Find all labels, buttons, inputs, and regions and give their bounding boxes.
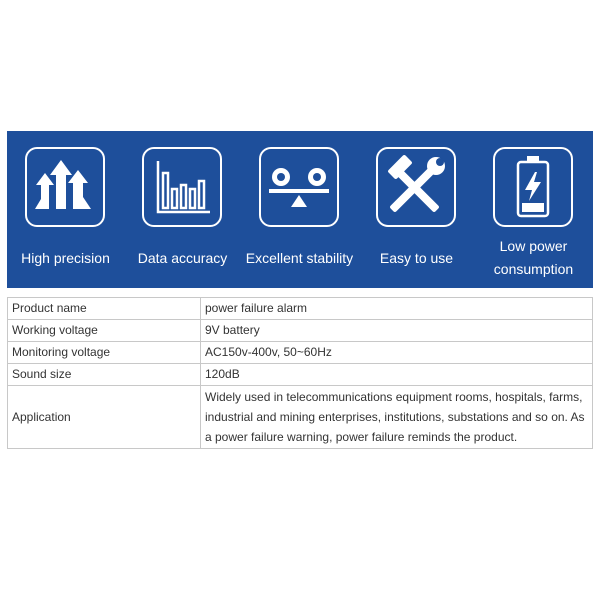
wrench-hammer-icon bbox=[376, 147, 456, 227]
spec-key: Working voltage bbox=[8, 320, 201, 342]
feature-label-line: Low power bbox=[499, 238, 568, 254]
feature-label bbox=[475, 235, 592, 281]
feature-data-accuracy bbox=[124, 131, 241, 288]
spec-key: Application bbox=[8, 386, 201, 449]
spec-key: Product name bbox=[8, 298, 201, 320]
spec-value: 120dB bbox=[201, 364, 593, 386]
table-row bbox=[8, 342, 593, 364]
feature-easy-to-use bbox=[358, 131, 475, 288]
specs-table bbox=[7, 297, 593, 449]
balance-icon bbox=[259, 147, 339, 227]
feature-label: Excellent stability bbox=[245, 250, 354, 266]
feature-high-precision bbox=[7, 131, 124, 288]
feature-label: Data accuracy bbox=[137, 250, 228, 266]
feature-low-power-consumption bbox=[475, 131, 592, 288]
table-row bbox=[8, 298, 593, 320]
spec-value: power failure alarm bbox=[201, 298, 593, 320]
battery-bolt-icon bbox=[493, 147, 573, 227]
spec-value: AC150v-400v, 50~60Hz bbox=[201, 342, 593, 364]
spec-key: Sound size bbox=[8, 364, 201, 386]
feature-label-line: consumption bbox=[493, 261, 574, 277]
table-row bbox=[8, 386, 593, 449]
spec-value: Widely used in telecommunications equipment rooms, hospitals, farms, industrial and mining enterprises, institutions, substations and so on. As a power failure warning, power failure reminds the product. bbox=[201, 386, 593, 449]
feature-label: Easy to use bbox=[379, 250, 454, 266]
feature-banner bbox=[7, 131, 593, 288]
feature-label: High precision bbox=[21, 250, 110, 266]
spec-key: Monitoring voltage bbox=[8, 342, 201, 364]
bar-chart-icon bbox=[142, 147, 222, 227]
feature-excellent-stability bbox=[241, 131, 358, 288]
table-row bbox=[8, 364, 593, 386]
rising-arrows-icon bbox=[25, 147, 105, 227]
table-row bbox=[8, 320, 593, 342]
spec-value: 9V battery bbox=[201, 320, 593, 342]
